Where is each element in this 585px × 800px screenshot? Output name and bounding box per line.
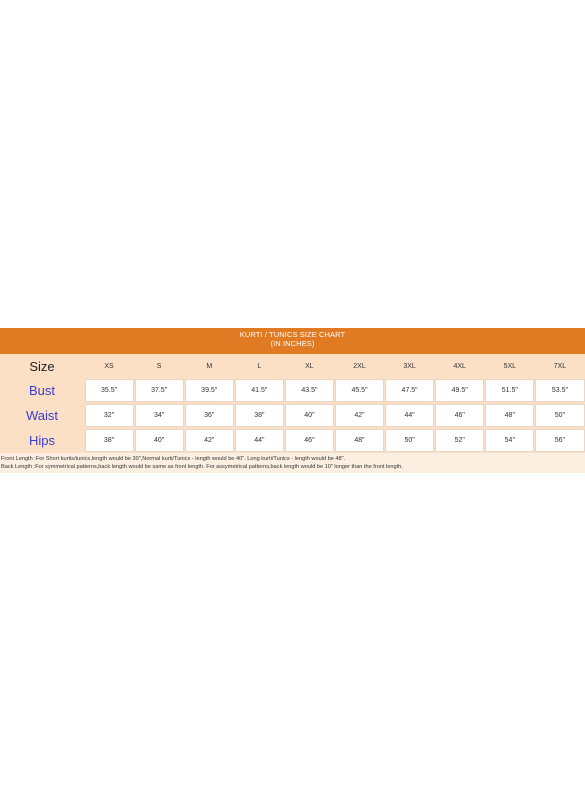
size-column-header: 7XL bbox=[553, 362, 567, 370]
size-header-row bbox=[0, 354, 585, 378]
table-cell: 34" bbox=[135, 404, 184, 427]
table-cell: 54" bbox=[485, 429, 534, 452]
table-cell: 32" bbox=[85, 404, 134, 427]
table-cell: 52" bbox=[435, 429, 484, 452]
size-column-header: 5XL bbox=[503, 362, 517, 370]
size-column-header: S bbox=[156, 362, 162, 370]
table-cell: 36" bbox=[185, 404, 234, 427]
table-cell: 46" bbox=[435, 404, 484, 427]
table-cell: 46" bbox=[285, 429, 334, 452]
table-cell: 50" bbox=[385, 429, 434, 452]
size-column-header: 3XL bbox=[403, 362, 416, 370]
table-cell: 44" bbox=[385, 404, 434, 427]
size-table bbox=[0, 354, 585, 453]
table-cell: 38" bbox=[235, 404, 284, 427]
table-cell: 47.5" bbox=[385, 379, 434, 402]
table-cell: 53.5" bbox=[535, 379, 584, 402]
back-length-note: Back Length :For symmetrical patterns,back length would be same as front length. For assymetrical patterns,back length would be 10" longer than the front length. bbox=[1, 464, 403, 470]
size-column-header: 2XL bbox=[353, 362, 366, 370]
table-cell: 41.5" bbox=[235, 379, 284, 402]
table-cell: 50" bbox=[535, 404, 584, 427]
table-cell: 48" bbox=[335, 429, 384, 452]
row-label-bust: Bust bbox=[28, 383, 55, 398]
table-cell: 48" bbox=[485, 404, 534, 427]
size-column-header: XS bbox=[104, 362, 114, 370]
table-cell: 35.5" bbox=[85, 379, 134, 402]
table-cell: 51.5" bbox=[485, 379, 534, 402]
table-cell: 40" bbox=[135, 429, 184, 452]
table-cell: 37.5" bbox=[135, 379, 184, 402]
table-row-waist bbox=[0, 403, 585, 428]
size-chart bbox=[0, 328, 585, 473]
size-column-header: M bbox=[206, 362, 213, 370]
chart-subtitle: (IN INCHES) bbox=[270, 339, 315, 348]
table-cell: 39.5" bbox=[185, 379, 234, 402]
table-cell: 43.5" bbox=[285, 379, 334, 402]
table-row-bust bbox=[0, 378, 585, 403]
table-cell: 38" bbox=[85, 429, 134, 452]
table-cell: 42" bbox=[185, 429, 234, 452]
table-cell: 40" bbox=[285, 404, 334, 427]
table-cell: 45.5" bbox=[335, 379, 384, 402]
table-cell: 56" bbox=[535, 429, 584, 452]
front-length-note: Front Length :For Short kurtis/tunics,length would be 30",Normal kurti/Tunics - length would be 40". Long kurti/Tunics - length would be 48". bbox=[1, 456, 346, 462]
chart-title-bar bbox=[0, 328, 585, 354]
row-label-waist: Waist bbox=[25, 408, 59, 423]
table-row-hips bbox=[0, 428, 585, 453]
size-header-label: Size bbox=[29, 358, 55, 374]
size-column-header: L bbox=[257, 362, 262, 370]
row-label-hips: Hips bbox=[28, 433, 55, 448]
size-column-header: 4XL bbox=[453, 362, 466, 370]
table-cell: 44" bbox=[235, 429, 284, 452]
table-cell: 42" bbox=[335, 404, 384, 427]
chart-title: KURTI / TUNICS SIZE CHART bbox=[239, 330, 346, 339]
table-cell: 49.5" bbox=[435, 379, 484, 402]
size-column-header: XL bbox=[305, 362, 314, 370]
size-notes bbox=[0, 453, 585, 473]
